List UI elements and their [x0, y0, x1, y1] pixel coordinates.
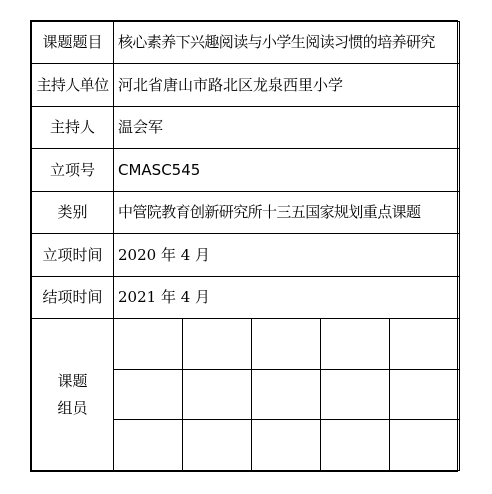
- label-host-unit: 主持人单位: [32, 64, 114, 106]
- row-host-unit: [32, 64, 460, 106]
- label-project-title: 课题题目: [32, 22, 114, 64]
- value-project-title: 核心素养下兴趣阅读与小学生阅读习惯的培养研究: [114, 22, 460, 64]
- member-cell: [114, 369, 183, 420]
- row-project-number: [32, 149, 460, 191]
- label-members: [32, 319, 114, 471]
- label-project-number: 立项号: [32, 149, 114, 191]
- member-cell: [252, 420, 321, 471]
- member-cell: [390, 319, 460, 370]
- value-host-person: 温会军: [114, 106, 460, 148]
- member-cell: [114, 420, 183, 471]
- member-cell: [183, 319, 252, 370]
- value-start-date: 2020 年 4 月: [114, 234, 460, 276]
- member-cell: [321, 319, 390, 370]
- member-cell: [183, 369, 252, 420]
- label-host-person: 主持人: [32, 106, 114, 148]
- row-host-person: [32, 106, 460, 148]
- member-cell: [252, 369, 321, 420]
- row-category: [32, 191, 460, 233]
- member-cell: [183, 420, 252, 471]
- member-cell: [321, 369, 390, 420]
- label-start-date: 立项时间: [32, 234, 114, 276]
- value-project-number: CMASC545: [114, 149, 460, 191]
- member-cell: [114, 319, 183, 370]
- members-row: [32, 319, 460, 370]
- label-category: 类别: [32, 191, 114, 233]
- member-cell: [252, 319, 321, 370]
- value-host-unit: 河北省唐山市路北区龙泉西里小学: [114, 64, 460, 106]
- row-start-date: [32, 234, 460, 276]
- row-project-title: [32, 22, 460, 64]
- member-cell: [390, 369, 460, 420]
- value-category: 中管院教育创新研究所十三五国家规划重点课题: [114, 191, 460, 233]
- label-members-line1: 课题: [57, 371, 88, 390]
- row-end-date: [32, 276, 460, 318]
- value-end-date: 2021 年 4 月: [114, 276, 460, 318]
- label-members-line2: 组员: [57, 398, 88, 417]
- project-info-table: [31, 21, 460, 471]
- member-cell: [321, 420, 390, 471]
- project-info-form: [30, 20, 458, 472]
- member-cell: [390, 420, 460, 471]
- label-end-date: 结项时间: [32, 276, 114, 318]
